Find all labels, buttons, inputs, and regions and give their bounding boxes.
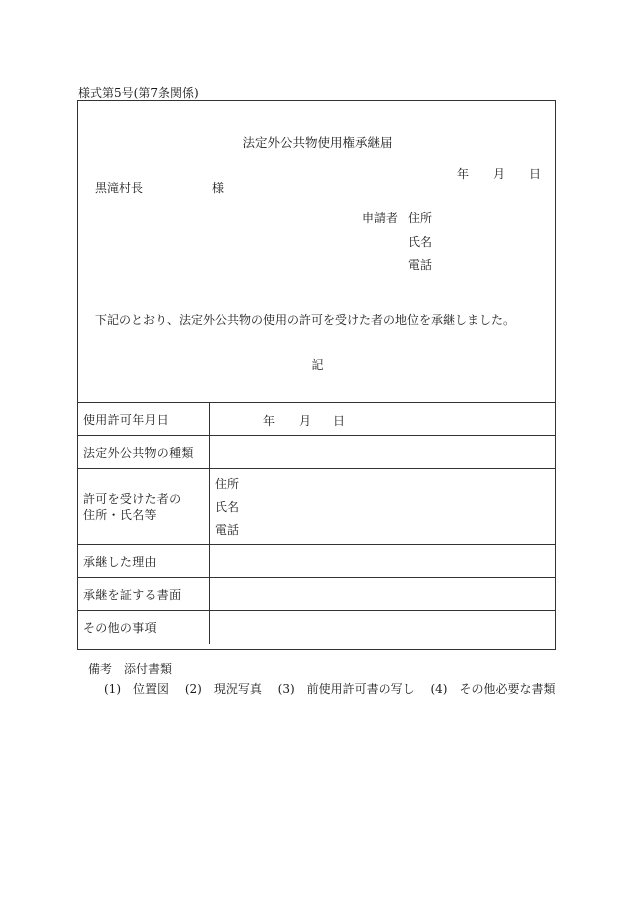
applicant-phone-label: 電話 [408, 258, 433, 272]
applicant-address-label: 住所 [408, 211, 433, 225]
form-number: 様式第5号(第7条関係) [78, 86, 199, 100]
addressee-name: 黒滝村長 [95, 181, 144, 195]
header-date-month: 月 [493, 167, 506, 181]
addressee-honorific: 様 [212, 181, 225, 195]
row-label-reason: 承継した理由 [78, 545, 210, 578]
note-item: (4) その他必要な書類 [430, 682, 556, 696]
table-row [78, 611, 555, 644]
type-field[interactable] [210, 436, 556, 469]
header-date-day: 日 [529, 167, 542, 181]
permit-date-field[interactable] [210, 403, 556, 436]
permit-holder-address-label: 住所 [215, 477, 240, 491]
row-label-other: その他の事項 [78, 611, 210, 644]
statement: 下記のとおり、法定外公共物の使用の許可を受けた者の地位を承継しました。 [95, 313, 516, 327]
note-item: (3) 前使用許可書の写し [277, 682, 415, 696]
header-date-year: 年 [457, 167, 470, 181]
table-row [78, 578, 555, 611]
permit-date-month: 月 [299, 414, 312, 428]
form-frame [77, 100, 556, 650]
permit-holder-name-label: 氏名 [215, 500, 240, 514]
table-row [78, 436, 555, 469]
table-row [78, 545, 555, 578]
notes-heading: 備考 添付書類 [88, 662, 173, 676]
other-field[interactable] [210, 611, 556, 644]
permit-holder-field[interactable] [210, 469, 556, 545]
row-label-permit-holder [78, 469, 210, 545]
row-label-permit-date: 使用許可年月日 [78, 403, 210, 436]
permit-date-year: 年 [263, 414, 276, 428]
form-title: 法定外公共物使用権承継届 [242, 135, 393, 150]
applicant-name-label: 氏名 [408, 235, 433, 249]
applicant-label: 申請者 [362, 211, 399, 225]
details-table [78, 402, 555, 644]
permit-date-day: 日 [333, 414, 346, 428]
row-label-proof-document: 承継を証する書面 [78, 578, 210, 611]
row-label-type: 法定外公共物の種類 [78, 436, 210, 469]
permit-holder-phone-label: 電話 [215, 523, 240, 537]
table-row [78, 469, 555, 545]
table-row [78, 403, 555, 436]
ki-marker: 記 [311, 358, 324, 372]
reason-field[interactable] [210, 545, 556, 578]
row-label-permit-holder-line1: 許可を受けた者の [83, 491, 182, 506]
note-item: (2) 現況写真 [184, 682, 262, 696]
notes-list [104, 680, 567, 697]
note-item: (1) 位置図 [104, 682, 169, 696]
row-label-permit-holder-line2: 住所・氏名等 [83, 507, 157, 522]
proof-document-field[interactable] [210, 578, 556, 611]
